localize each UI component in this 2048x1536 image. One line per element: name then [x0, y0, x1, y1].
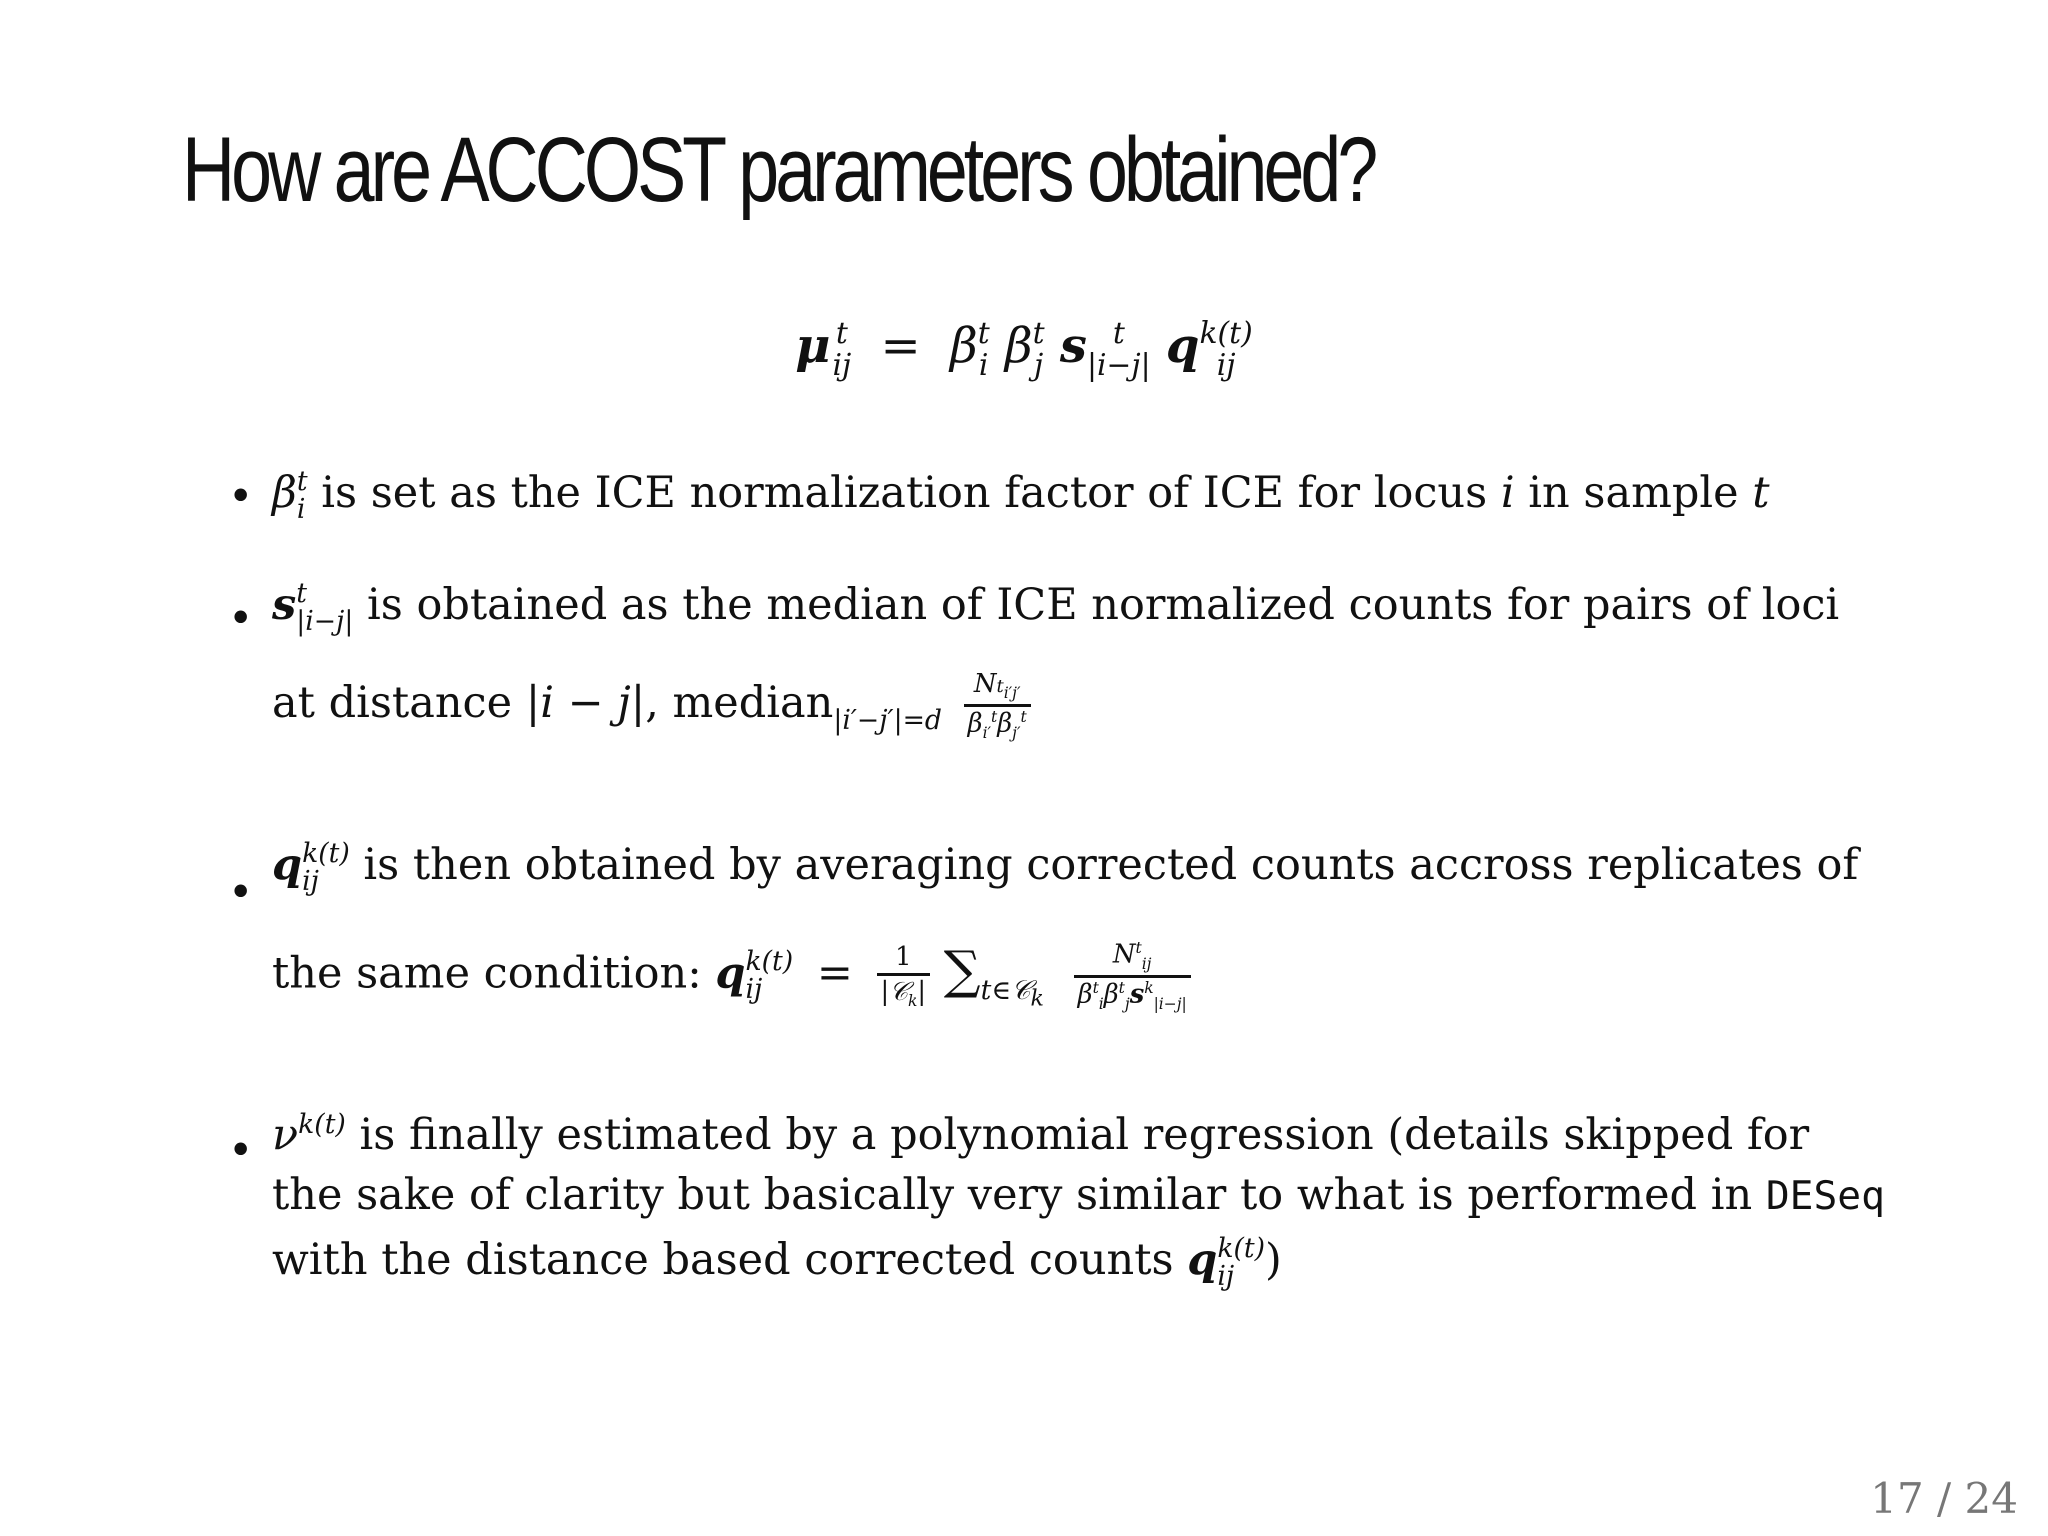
- bullet-4-text-3: with the distance based corrected counts: [272, 1235, 1188, 1285]
- bullet-4-line-1: $\nu^{k(t)}$ is finally estimated by a polynomial regression (details skipped for: [272, 1109, 1810, 1160]
- bullet-1-text: is set as the ICE normalization factor of ICE for locus: [307, 468, 1501, 518]
- bullet-2-text: is obtained as the median of ICE normalized counts for pairs of loci: [353, 580, 1840, 630]
- deseq-code: DESeq: [1765, 1173, 1885, 1219]
- bullet-3-text: is then obtained by averaging corrected counts accross replicates of: [349, 840, 1859, 890]
- median-label: median: [672, 677, 834, 728]
- bullet-4-line-3: with the distance based corrected counts q k(t) ij ): [272, 1233, 1282, 1292]
- slide-title: How are ACCOST parameters obtained?: [182, 119, 1375, 221]
- bullet-3-text-2: the same condition:: [272, 948, 716, 999]
- page-number: 17 / 24: [1870, 1474, 2018, 1523]
- bullet-dot-4: •: [228, 1126, 254, 1176]
- bullet-2-text-2: at distance: [272, 677, 526, 728]
- bullet-dot-3: •: [228, 868, 254, 918]
- bullet-1: β t i is set as the ICE normalization factor of ICE for locus i in sample t: [272, 466, 1770, 525]
- bullet-3-line-2: the same condition: q k(t) ij = $\frac{1}{|𝒞_k|}$ $\sum_{t\in 𝒞_k}$ $\frac{N^t_{ij}}{\beta^t_i\beta^t_js^k_{|i-j|}}$: [272, 940, 1191, 1013]
- bullet-3-line-1: q k(t) ij is then obtained by averaging corrected counts accross replicates of: [272, 838, 1859, 897]
- bullet-4-text: is finally estimated by a polynomial regression (details skipped for: [345, 1110, 1810, 1160]
- main-equation: μ t ij = β t i β t j s t |i−j| q k(t) ij: [795, 316, 1253, 383]
- bullet-4-close: ): [1264, 1235, 1282, 1285]
- bullet-4-line-2: [272, 1170, 1885, 1222]
- bullet-4-text-2: the sake of clarity but basically very similar to what is performed in: [272, 1170, 1766, 1220]
- bullet-1-text-2: in sample: [1514, 468, 1753, 518]
- bullet-2-line-2: at distance |i − j|, median$_{|i'-j'|=d}$ $\frac{Nt_{i'j'}}{\beta_{i'}^t\beta_{j'}^t}$: [272, 670, 1031, 742]
- bullet-dot-2: •: [228, 594, 254, 644]
- bullet-2-line-1: s t |i−j| is obtained as the median of ICE normalized counts for pairs of loci: [272, 578, 1840, 637]
- bullet-dot-1: •: [228, 472, 254, 522]
